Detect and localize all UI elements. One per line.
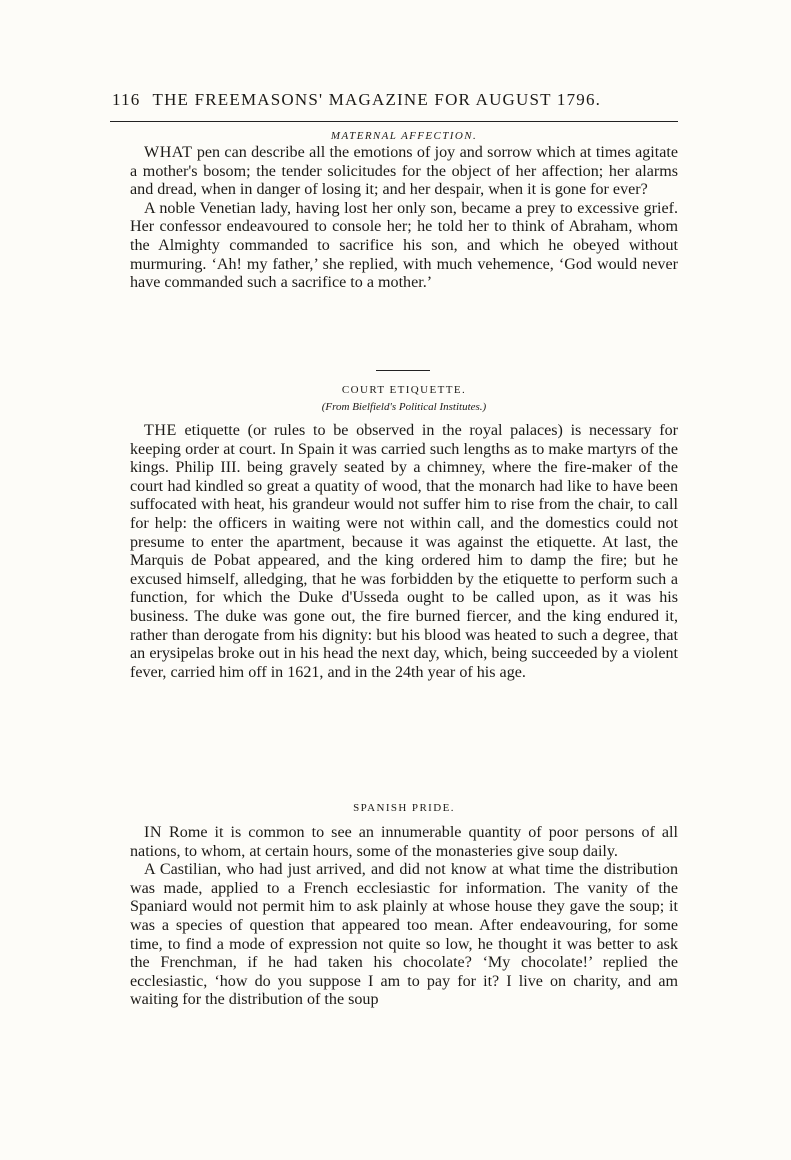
paragraph: A Castilian, who had just arrived, and did not know at what time the distribution was made, applied to a French ecclesiastic for information. The vanity of the Spaniard would not permit him to ask plainly at whose house they gave the soup; it was a species of question that appeared too mean. After endeavouring, for some time, to find a mode of expression not quite so low, he thought it was better to ask the Frenchman, if he had taken his chocolate? ‘My chocolate!’ replied the ecclesiastic, ‘how do you suppose I am to pay for it? I live on charity, and am waiting for the distribution of the soup <box>130 861 678 1009</box>
lead-word: WHAT <box>144 144 193 161</box>
section-divider <box>376 370 430 371</box>
paragraph <box>130 422 678 682</box>
section-title: SPANISH PRIDE. <box>353 802 455 814</box>
running-head <box>112 90 677 116</box>
section-subtitle: (From Bielfield's Political Institutes.) <box>321 401 487 413</box>
lead-word: THE <box>144 422 177 439</box>
paragraph <box>130 144 678 200</box>
section-title: MATERNAL AFFECTION. <box>330 130 478 142</box>
paragraph-text: etiquette (or rules to be observed in the royal palaces) is necessary for keeping order at court. In Spain it was carried such lengths as to make martyrs of the kings. Philip III. being gravely seated by a chimney, where the fire-maker of the court had kindled so great a quatity of wood, that the monarch had like to have been suffocated with heat, his grandeur would not suffer him to rise from the chair, to call for help: the officers in waiting were not within call, and the domestics could not presume to enter the apartment, because it was against the etiquette. At last, the Marquis de Pobat appeared, and the king ordered him to damp the fire; but he excused himself, alledging, that he was forbidden by the etiquette to perform such a function, for which the Duke d'Usseda ought to be called upon, as it was his business. The duke was gone out, the fire burned fiercer, and the king endured it, rather than derogate from his dignity: but his blood was heated to such a degree, that an erysipelas broke out in his head the next day, which, being succeeded by a violent fever, carried him off in 1621, and in the 24th year of his age. <box>130 422 678 681</box>
magazine-title: THE FREEMASONS' MAGAZINE FOR AUGUST 1796. <box>152 90 602 109</box>
section-court-etiquette <box>130 382 678 682</box>
lead-word: IN <box>144 824 162 841</box>
section-title: COURT ETIQUETTE. <box>341 384 467 396</box>
page-number: 116 <box>112 90 141 109</box>
paragraph-text: Rome it is common to see an innumerable quantity of poor persons of all nations, to whom, at certain hours, some of the monasteries give soup daily. <box>130 824 678 860</box>
paragraph <box>130 824 678 861</box>
section-spanish-pride <box>130 800 678 1010</box>
paragraph-text: pen can describe all the emotions of joy and sorrow which at times agitate a mother's bosom; the tender solicitudes for the object of her affection; her alarms and dread, when in danger of losing it; and her despair, when it is gone for ever? <box>130 144 678 199</box>
paragraph: A noble Venetian lady, having lost her only son, became a prey to excessive grief. Her confessor endeavoured to console her; he told her to think of Abraham, whom the Almighty commanded to sacrifice his son, and which he obeyed without murmuring. ‘Ah! my father,’ she replied, with much vehemence, ‘God would never have commanded such a sacrifice to a mother.’ <box>130 199 678 292</box>
header-rule <box>110 121 678 122</box>
section-maternal-affection <box>130 128 678 293</box>
